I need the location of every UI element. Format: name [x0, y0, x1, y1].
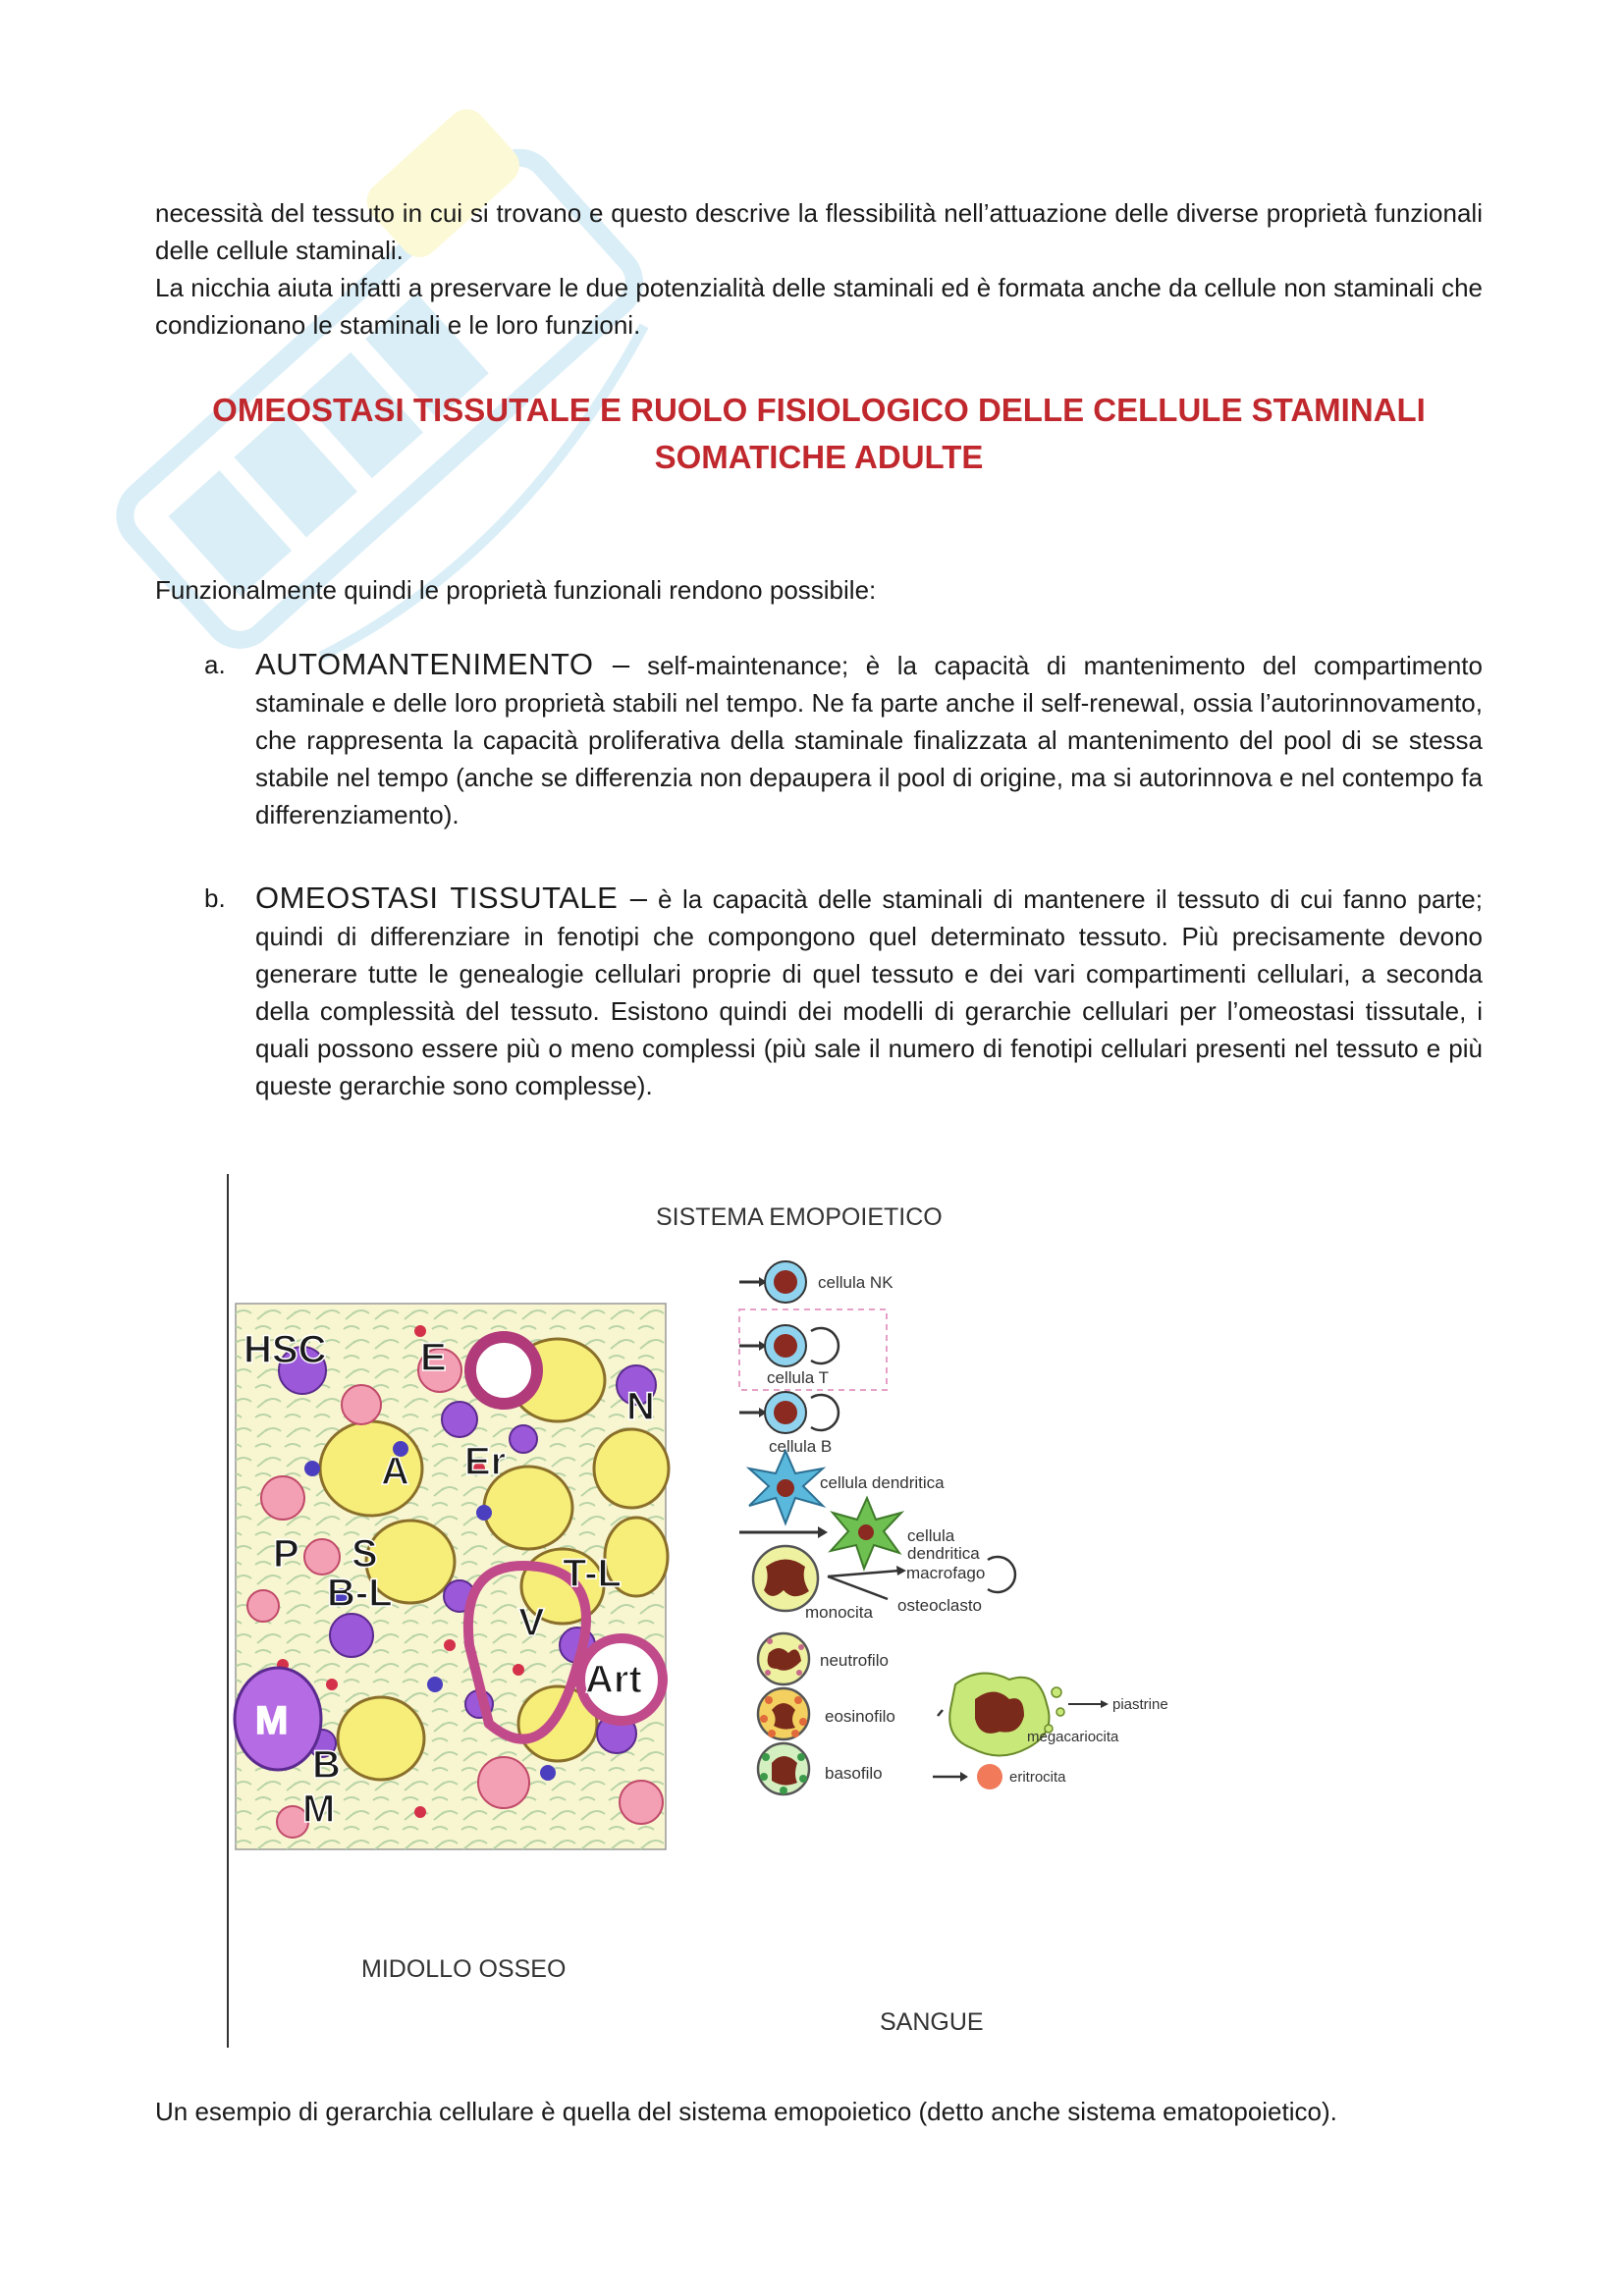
marrow-label-m2: M	[302, 1788, 336, 1831]
label-monocyte: monocita	[805, 1603, 873, 1622]
label-basophil: basofilo	[825, 1764, 883, 1783]
label-dendritic-l1: cellula	[907, 1526, 955, 1545]
marrow-caption: MIDOLLO OSSEO	[361, 1955, 567, 1983]
marrow-label-v: V	[518, 1601, 545, 1644]
marrow-label-b: B	[312, 1743, 341, 1787]
marrow-label-er: Er	[464, 1440, 507, 1483]
list-item-heading: OMEOSTASI TISSUTALE –	[255, 881, 648, 915]
blood-cells	[739, 1261, 1168, 1794]
paragraph-continuation	[155, 194, 1483, 344]
label-osteoclast: osteoclasto	[897, 1596, 982, 1615]
marrow-label-a: A	[381, 1450, 409, 1493]
marrow-label-n: N	[626, 1385, 655, 1428]
marrow-label-m: M	[255, 1699, 289, 1742]
section-title: OMEOSTASI TISSUTALE E RUOLO FISIOLOGICO DELLE CELLULE STAMINALI SOMATICHE ADULTE	[212, 392, 1426, 475]
label-neutrophil: neutrofilo	[820, 1651, 889, 1670]
marrow-panel	[235, 1304, 669, 1849]
list-item-body	[255, 880, 1483, 1104]
label-platelets: piastrine	[1112, 1696, 1168, 1713]
list-item-omeostasi	[204, 880, 1483, 1104]
figure-caption-text: Un esempio di gerarchia cellulare è quella del sistema emopoietico (detto anche sistema ematopoietico).	[155, 2097, 1337, 2126]
label-erythrocyte: eritrocita	[1009, 1769, 1066, 1786]
label-dendritic-l2: dendritica	[907, 1544, 980, 1563]
marrow-label-tl: T-L	[563, 1552, 622, 1595]
list-marker: b.	[204, 883, 226, 913]
list-item-text: self-maintenance; è la capacità di mantenimento del compartimento staminale e delle loro proprietà stabili nel tempo. Ne fa parte anche il self-renewal, ossia l’autorinnovamento, che rappresenta la capacità proliferativa della staminale finalizzata al mantenimento del pool di se stessa stabile nel tempo (anche se differenzia non depaupera il pool di origine, ma si autorinnova e nel contempo fa differenziamento).	[255, 651, 1483, 829]
label-macrophage: macrofago	[906, 1564, 986, 1582]
blood-caption: SANGUE	[880, 2008, 984, 2036]
marrow-label-e: E	[420, 1336, 447, 1379]
label-dendritic-cell: cellula dendritica	[820, 1473, 945, 1492]
paragraph-line-1: necessità del tessuto in cui si trovano e questo descrive la flessibilità nell’attuazione delle diverse proprietà funzionali delle cellule staminali.	[155, 198, 1483, 265]
list-item-heading: AUTOMANTENIMENTO –	[255, 647, 630, 681]
label-eosinophil: eosinofilo	[825, 1707, 895, 1726]
label-megakaryocyte: megacariocita	[1027, 1729, 1119, 1745]
label-nk-cell: cellula NK	[818, 1273, 893, 1292]
marrow-label-bl: B-L	[327, 1572, 393, 1615]
marrow-label-art: Art	[585, 1658, 642, 1701]
marrow-label-s: S	[352, 1532, 378, 1575]
label-b-cell: cellula B	[769, 1437, 833, 1456]
hematopoietic-figure	[224, 1174, 1412, 2048]
marrow-label-p: P	[273, 1532, 299, 1575]
paragraph-line-2: La nicchia aiuta infatti a preservare le due potenzialità delle staminali ed è formata anche da cellule non staminali che condizionano le staminali e le loro funzioni.	[155, 273, 1483, 340]
label-t-cell: cellula T	[767, 1368, 829, 1387]
list-item-text: è la capacità delle staminali di mantenere il tessuto di cui fanno parte; quindi di differenziare in fenotipi che compongono quel determinato tessuto. Più precisamente devono generare tutte le genealogie cellulari proprie di quel tessuto e dei vari compartimenti cellulari, a seconda della complessità del tessuto. Esistono quindi dei modelli di gerarchie cellulari per l’omeostasi tissutale, i quali possono essere più o meno complessi (più sale il numero di fenotipi cellulari presenti nel tessuto e più queste gerarchie sono complesse).	[255, 884, 1483, 1100]
marrow-label-hsc: HSC	[244, 1328, 327, 1371]
list-marker: a.	[204, 650, 226, 679]
list-item-body	[255, 646, 1483, 833]
list-item-automantenimento	[204, 646, 1483, 833]
figure-title: SISTEMA EMOPOIETICO	[656, 1203, 943, 1231]
intro-sentence: Funzionalmente quindi le proprietà funzionali rendono possibile:	[155, 575, 877, 605]
